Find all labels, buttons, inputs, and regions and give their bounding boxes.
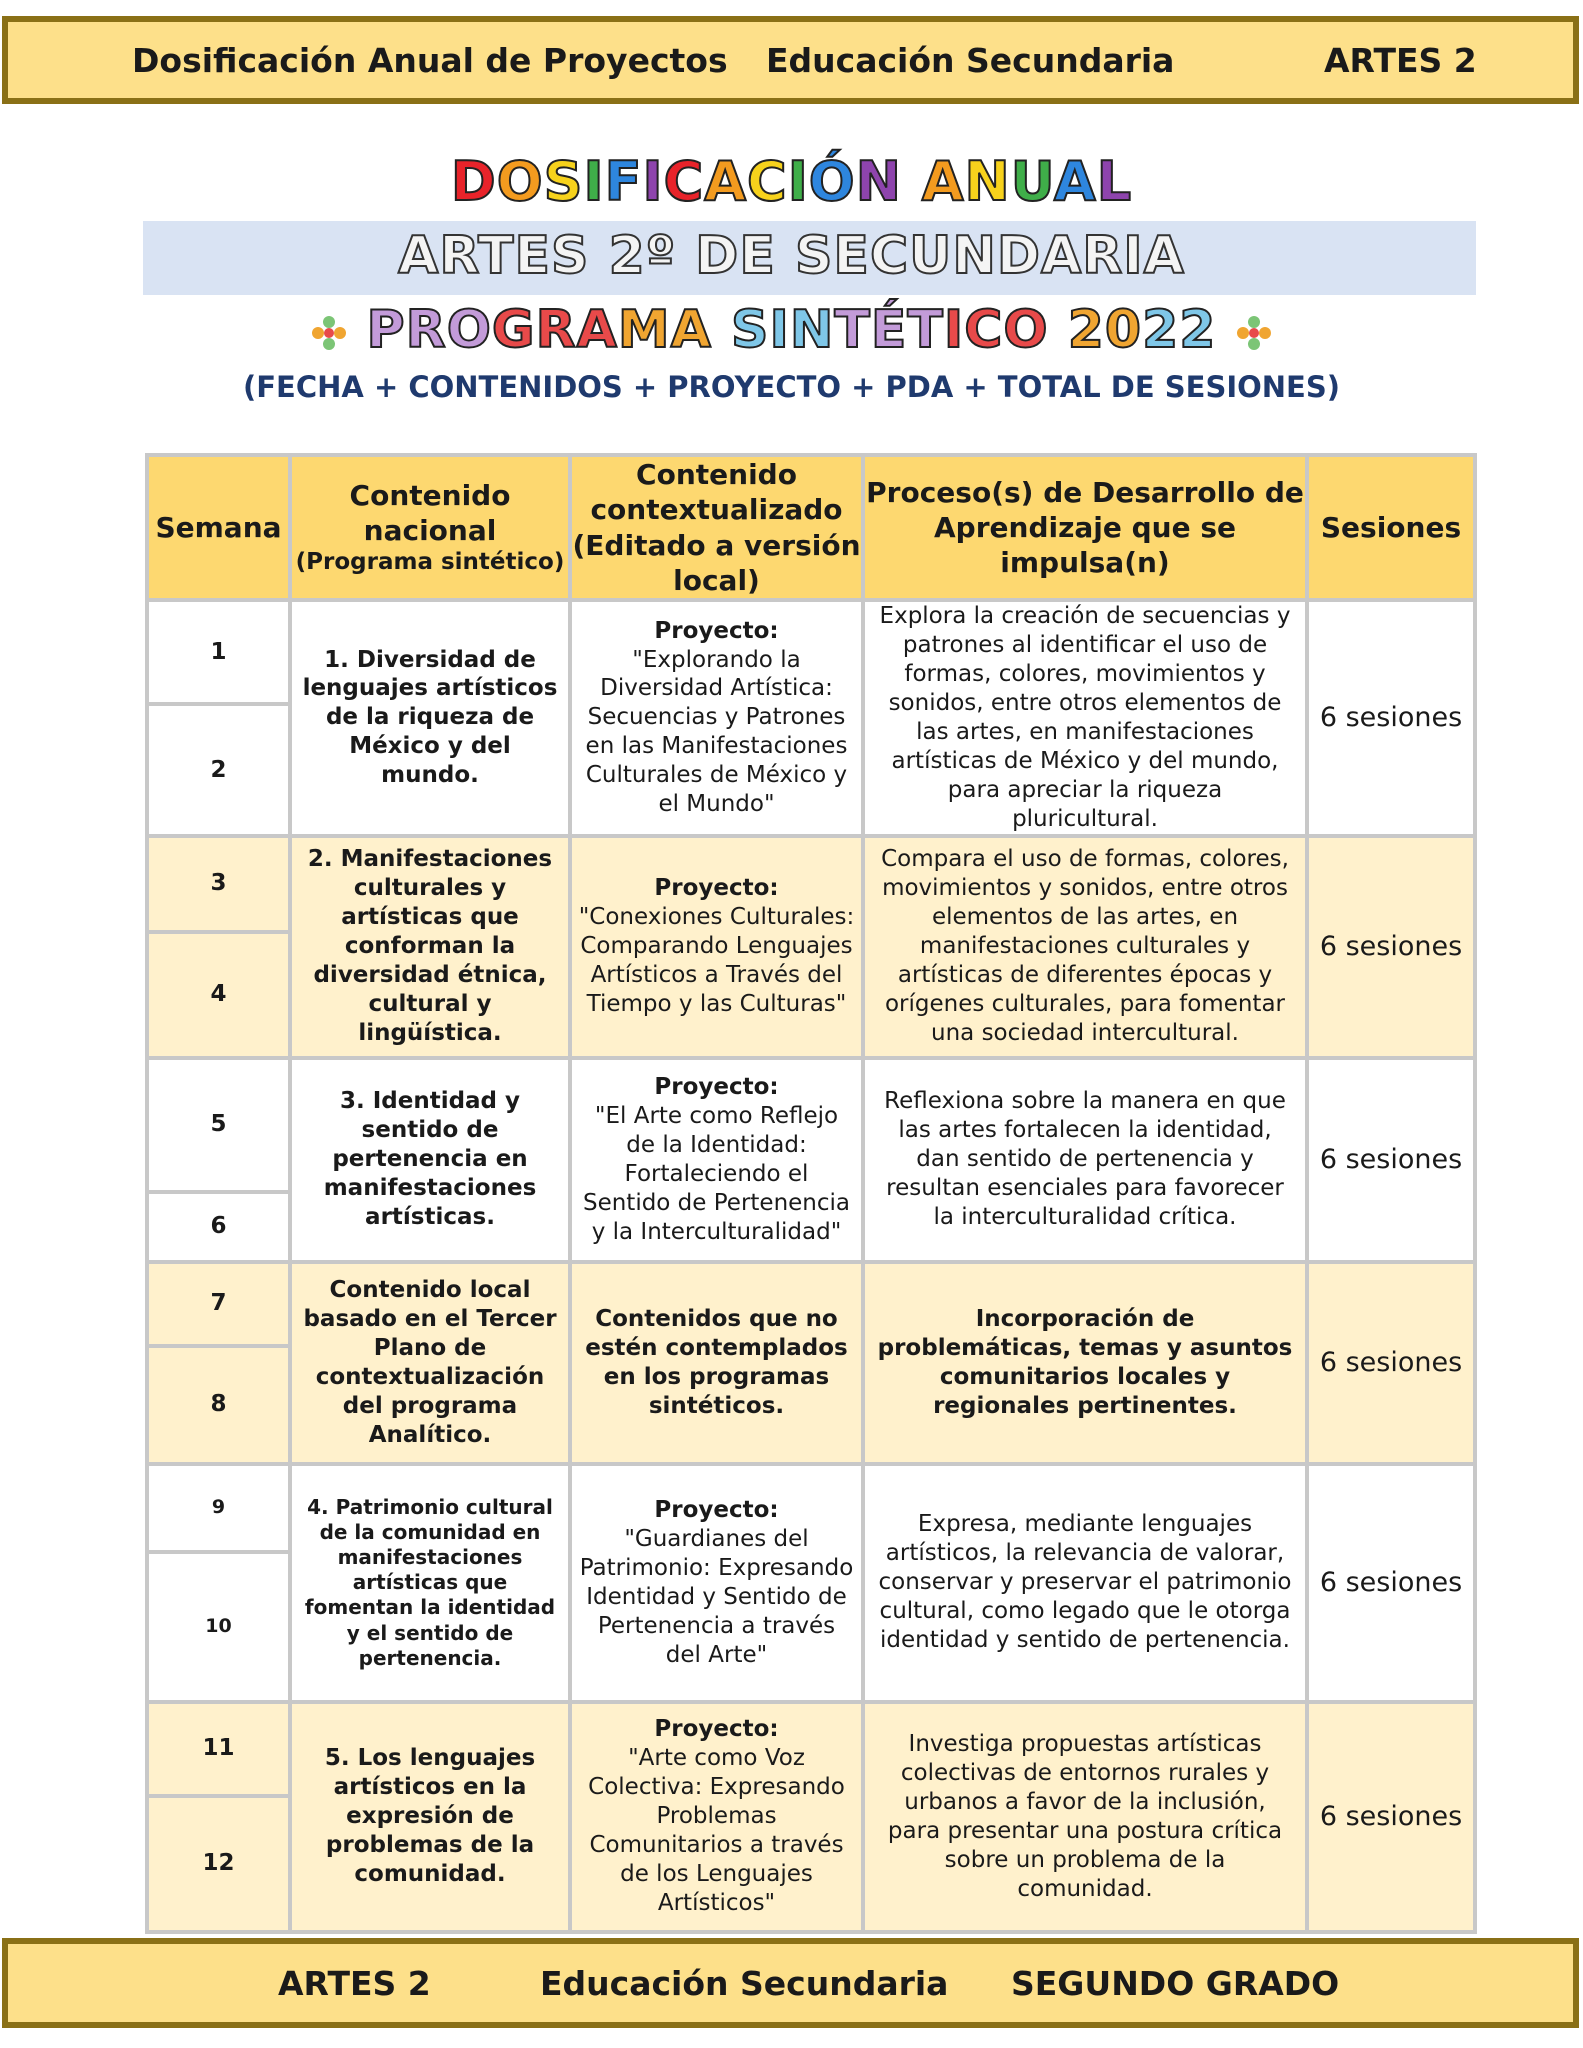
week-number: 10 (149, 1554, 288, 1700)
title-line1: DOSIFICACIÓN ANUAL (450, 150, 1133, 213)
sessions-count: 6 sesiones (1309, 602, 1473, 834)
col-header-national (292, 457, 568, 598)
project-label: Proyecto: (654, 1073, 779, 1100)
project-label: Proyecto: (654, 1716, 779, 1743)
dosificacion-table (145, 453, 1477, 1934)
pda-content: Explora la creación de secuencias y patrones al identificar el uso de formas, colores, movimientos y sonidos, entre otros elementos de las artes, en manifestaciones artísticas de México y del mundo, para apreciar la riqueza pluricultural. (865, 602, 1305, 834)
header-center: Educación Secundaria (766, 40, 1175, 80)
footer-band (2, 1938, 1579, 2028)
pda-content: Compara el uso de formas, colores, movimientos y sonidos, entre otros elementos de las artes, en manifestaciones culturales y artísticas de diferentes épocas y orígenes culturales, para fomentar una sociedad intercultural. (865, 838, 1305, 1056)
project-title: "Arte como Voz Colectiva: Expresando Problemas Comunitarios a través de los Lenguajes Artísticos" (588, 1745, 845, 1917)
flower-left-icon (309, 313, 349, 353)
pda-content: Investiga propuestas artísticas colectivas de entornos rurales y urbanos a favor de la inclusión, para presentar una postura crítica sobre un problema de la comunidad. (865, 1704, 1305, 1930)
pda-content: Expresa, mediante lenguajes artísticos, la relevancia de valorar, conservar y preservar el patrimonio cultural, como legado que le otorga identidad y sentido de pertenencia. (865, 1466, 1305, 1700)
flower-right-icon (1234, 313, 1274, 353)
table-row (149, 1060, 1473, 1190)
header-band (2, 16, 1579, 104)
footer-left: ARTES 2 (278, 1963, 431, 2003)
national-content: 3. Identidad y sentido de pertenencia en manifestaciones artísticas. (292, 1060, 568, 1260)
title-line2: ARTES 2º DE SECUNDARIA (398, 226, 1185, 286)
project-label: Proyecto: (654, 617, 779, 644)
national-content: 4. Patrimonio cultural de la comunidad en manifestaciones artísticas que fomentan la identidad y el sentido de pertenencia. (292, 1466, 568, 1700)
table-row (149, 1264, 1473, 1344)
sessions-count: 6 sesiones (1309, 1466, 1473, 1700)
week-number: 3 (149, 838, 288, 930)
week-number: 6 (149, 1194, 288, 1260)
pda-content: Reflexiona sobre la manera en que las artes fortalecen la identidad, dan sentido de pertenencia y resultan esenciales para favorecer la interculturalidad crítica. (865, 1060, 1305, 1260)
context-content (572, 1704, 861, 1930)
national-content: Contenido local basado en el Tercer Plano de contextualización del programa Analítico. (292, 1264, 568, 1462)
week-number: 1 (149, 602, 288, 702)
week-number: 5 (149, 1060, 288, 1190)
week-number: 2 (149, 706, 288, 833)
col-header-national-title: Contenido nacional (349, 478, 511, 548)
col-header-sessions: Sesiones (1309, 457, 1473, 598)
sessions-count: 6 sesiones (1309, 838, 1473, 1056)
week-number: 4 (149, 934, 288, 1056)
project-title: "Guardianes del Patrimonio: Expresando Identidad y Sentido de Pertenencia a través del Arte" (579, 1525, 854, 1668)
context-content (572, 1060, 861, 1260)
col-header-week: Semana (149, 457, 288, 598)
project-title: Contenidos que no estén contemplados en los programas sintéticos. (585, 1305, 848, 1419)
header-right: ARTES 2 (1324, 40, 1477, 80)
national-content: 1. Diversidad de lenguajes artísticos de la riqueza de México y del mundo. (292, 602, 568, 834)
project-title: "El Arte como Reflejo de la Identidad: Fortaleciendo el Sentido de Pertenencia y la Interculturalidad" (582, 1102, 851, 1245)
col-header-context: Contenido contextualizado (Editado a versión local) (572, 458, 861, 597)
col-header-national-note: (Programa sintético) (295, 549, 565, 576)
week-number: 8 (149, 1348, 288, 1462)
context-content (572, 1264, 861, 1462)
pda-content: Incorporación de problemáticas, temas y asuntos comunitarios locales y regionales pertinentes. (865, 1264, 1305, 1462)
title-line3 (0, 300, 1583, 360)
project-title: "Explorando la Diversidad Artística: Secuencias y Patrones en las Manifestaciones Culturales de México y el Mundo" (585, 646, 848, 818)
table-row (149, 1704, 1473, 1794)
header-left: Dosificación Anual de Proyectos (132, 40, 728, 80)
context-content (572, 602, 861, 834)
table-row (149, 838, 1473, 930)
footer-center: Educación Secundaria (540, 1963, 949, 2003)
sessions-count: 6 sesiones (1309, 1060, 1473, 1260)
national-content: 5. Los lenguajes artísticos en la expresión de problemas de la comunidad. (292, 1704, 568, 1930)
col-header-pda: Proceso(s) de Desarrollo de Aprendizaje que se impulsa(n) (865, 457, 1305, 598)
week-number: 11 (149, 1704, 288, 1794)
week-number: 9 (149, 1466, 288, 1550)
week-number: 12 (149, 1798, 288, 1930)
context-content (572, 1466, 861, 1700)
project-label: Proyecto: (654, 875, 779, 902)
table-row (149, 1466, 1473, 1550)
week-number: 7 (149, 1264, 288, 1344)
national-content: 2. Manifestaciones culturales y artísticas que conforman la diversidad étnica, cultural y lingüística. (292, 838, 568, 1056)
footer-right: SEGUNDO GRADO (1011, 1963, 1340, 2003)
sessions-count: 6 sesiones (1309, 1264, 1473, 1462)
title-line3-text: PROGRAMA SINTÉTICO 2022 (366, 300, 1217, 360)
sessions-count: 6 sesiones (1309, 1704, 1473, 1930)
project-title: "Conexiones Culturales: Comparando Lenguajes Artísticos a Través del Tiempo y las Culturas" (578, 904, 855, 1018)
subtitle: (FECHA + CONTENIDOS + PROYECTO + PDA + TOTAL DE SESIONES) (242, 370, 1340, 404)
context-content (572, 838, 861, 1056)
table-row (149, 602, 1473, 702)
project-label: Proyecto: (654, 1496, 779, 1523)
